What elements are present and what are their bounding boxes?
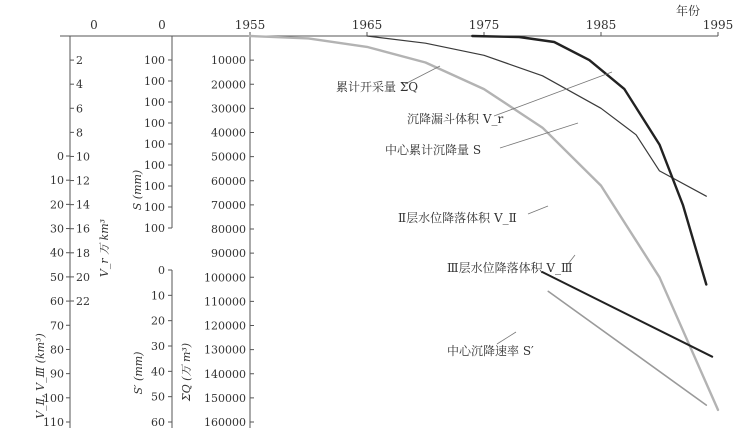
y-tick-label-sumq: 20000 <box>211 78 246 92</box>
y-axis-label-sumq: ΣQ (万 m³) <box>180 342 193 402</box>
y-tick-label-vii: 30 <box>50 222 64 236</box>
y-tick-label-sumq: 40000 <box>211 126 246 140</box>
y-tick-label-s: 100 <box>144 75 165 88</box>
y-tick-label-vr: 6 <box>76 102 83 116</box>
x-tick-label: 1975 <box>468 18 500 32</box>
y-tick-label-sprime: 0 <box>158 264 165 277</box>
y-tick-label-sumq: 80000 <box>211 223 246 236</box>
y-tick-label-sumq: 100000 <box>204 271 246 285</box>
series-line-4 <box>543 272 713 357</box>
y-tick-label-sumq: 110000 <box>204 295 246 309</box>
x-tick-label: 1955 <box>234 18 266 32</box>
y-tick-label-sumq: 50000 <box>211 150 246 164</box>
annotation-leader <box>528 206 548 214</box>
y-tick-label-sumq: 160000 <box>204 416 246 429</box>
x-axis-label: 年份 <box>675 4 701 18</box>
y-tick-label-vii: 80 <box>50 343 64 357</box>
y-tick-label-s: 100 <box>144 201 165 214</box>
y-tick-label-vii: 40 <box>50 246 64 260</box>
y-tick-label-vr: 4 <box>76 78 83 92</box>
y-tick-label-vr: 18 <box>76 246 90 260</box>
x-zero-label: 0 <box>158 18 166 32</box>
y-tick-label-sumq: 140000 <box>204 367 246 381</box>
y-tick-label-sumq: 70000 <box>211 198 246 212</box>
y-tick-label-sprime: 40 <box>151 365 165 379</box>
y-tick-label-sprime: 60 <box>151 416 165 429</box>
y-axis-label-sprime: S′ (mm) <box>132 351 145 395</box>
y-tick-label-vii: 20 <box>50 198 64 212</box>
y-tick-label-vr: 14 <box>76 198 90 212</box>
series-line-5 <box>548 291 706 405</box>
y-tick-label-vii: 10 <box>50 174 64 188</box>
annotation-label: 沉降漏斗体积 V_r <box>407 112 504 126</box>
annotation-label: 累计开采量 ΣQ <box>336 80 419 94</box>
y-axis-label-vr: V_r 万 km³ <box>98 218 111 278</box>
y-tick-label-sumq: 130000 <box>204 343 246 357</box>
y-tick-label-s: 100 <box>144 54 165 67</box>
annotation-leader <box>497 332 516 344</box>
y-tick-label-sumq: 60000 <box>211 174 246 188</box>
y-tick-label-vr: 12 <box>76 174 90 188</box>
y-tick-label-sprime: 10 <box>151 289 165 303</box>
y-tick-label-sumq: 150000 <box>204 391 246 405</box>
y-tick-label-sumq: 10000 <box>211 54 246 68</box>
y-axis-label-vii: V_Ⅱ, V_Ⅲ (km³) <box>34 333 47 419</box>
y-tick-label-vii: 50 <box>50 270 64 284</box>
y-tick-label-vii: 0 <box>57 150 64 163</box>
y-tick-label-vii: 100 <box>43 391 64 405</box>
y-tick-label-s: 100 <box>144 138 165 151</box>
y-tick-label-vr: 16 <box>76 222 90 236</box>
annotation-label: 中心沉降速率 S′ <box>447 344 534 358</box>
annotation-label: Ⅲ层水位降落体积 V_Ⅲ <box>447 261 573 275</box>
y-tick-label-vr: 22 <box>76 295 90 308</box>
annotation-leader <box>494 72 612 116</box>
annotation-label: Ⅱ层水位降落体积 V_Ⅱ <box>398 211 517 225</box>
y-tick-label-s: 100 <box>144 180 165 193</box>
x-tick-label: 1985 <box>585 18 617 32</box>
x-tick-label: 1995 <box>702 18 734 32</box>
annotation-label: 中心累计沉降量 S <box>385 143 482 157</box>
y-tick-label-sprime: 50 <box>151 390 165 404</box>
y-tick-label-sumq: 30000 <box>211 102 246 116</box>
y-tick-label-vr: 8 <box>76 126 83 140</box>
x-zero-label: 0 <box>90 18 98 32</box>
y-tick-label-sprime: 20 <box>151 314 165 328</box>
y-tick-label-vii: 60 <box>50 295 64 309</box>
y-tick-label-vii: 70 <box>50 319 64 333</box>
y-tick-label-vii: 90 <box>50 367 64 381</box>
y-tick-label-vr: 20 <box>76 270 90 284</box>
y-axis-label-s: S (mm) <box>131 169 144 211</box>
x-tick-label: 1965 <box>351 18 383 32</box>
y-tick-label-s: 100 <box>144 159 165 172</box>
y-tick-label-s: 100 <box>144 96 165 109</box>
y-tick-label-sumq: 120000 <box>204 319 246 333</box>
y-tick-label-sprime: 30 <box>151 340 165 353</box>
y-tick-label-s: 100 <box>144 222 165 235</box>
y-tick-label-vr: 2 <box>76 54 83 68</box>
y-tick-label-sumq: 90000 <box>211 247 246 261</box>
y-tick-label-vii: 110 <box>43 416 64 429</box>
y-tick-label-s: 100 <box>144 117 165 130</box>
y-tick-label-vr: 10 <box>76 150 90 164</box>
series-line-3 <box>472 36 706 285</box>
